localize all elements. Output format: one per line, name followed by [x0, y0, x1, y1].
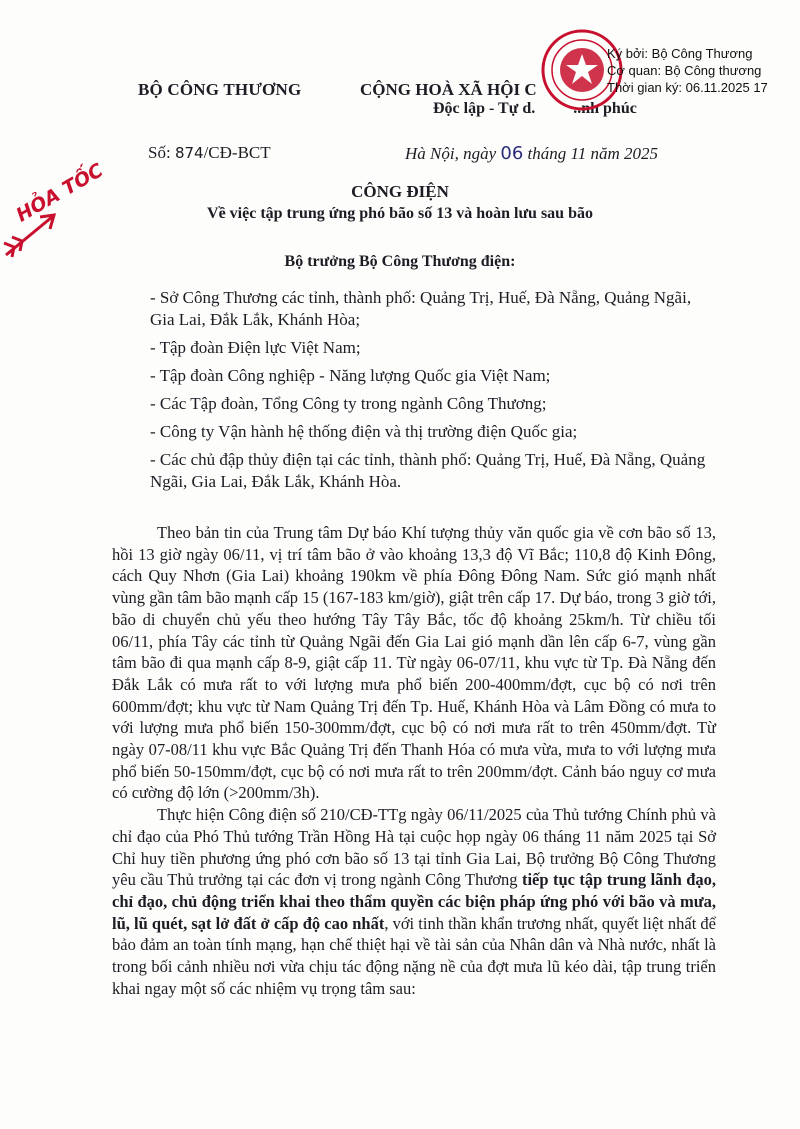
signature-signer: Ký bởi: Bộ Công Thương	[607, 46, 753, 61]
recipient-list	[150, 287, 710, 493]
date-day: 06	[500, 143, 524, 164]
urgent-stamp: HỎA TỐC	[12, 159, 108, 227]
date-rest: tháng 11 năm 2025	[527, 144, 659, 163]
digital-signature	[607, 45, 768, 96]
motto-part-a: Độc lập - Tự d.	[433, 100, 536, 117]
paragraph-2-emphasis: tiếp tục tập trung lãnh đạo, chỉ đạo, chủ động triển khai theo thẩm quyền các biện pháp ứng phó với bão và mưa, lũ, lũ quét, sạt lở đất ở cấp độ cao nhất	[112, 870, 716, 933]
document-date	[405, 143, 658, 164]
document-body	[112, 522, 716, 999]
signature-agency: Cơ quan: Bộ Công thương	[607, 63, 762, 78]
document-subject: Về việc tập trung ứng phó bão số 13 và hoàn lưu sau bão	[207, 205, 593, 222]
recipient-item: - Tập đoàn Công nghiệp - Năng lượng Quốc gia Việt Nam;	[150, 366, 551, 385]
ministry-name: BỘ CÔNG THƯƠNG	[138, 80, 302, 99]
motto-part-b: ..nh phúc	[573, 100, 637, 117]
number-value: 874	[174, 144, 204, 162]
paragraph-2-conclusion: , với tinh thần khẩn trương nhất, quyết liệt nhất để bảo đảm an toàn tính mạng, hạn chế thiệt hại về tài sản của Nhân dân và Nhà nước, nhất là trong bối cảnh nhiều nơi vừa chịu tác động nặng nề của đợt mưa lũ kéo dài, tập trung triển khai ngay một số các nhiệm vụ trọng tâm sau:	[112, 913, 716, 998]
recipient-item: - Công ty Vận hành hệ thống điện và thị trường điện Quốc gia;	[150, 422, 578, 441]
signature-time: Thời gian ký: 06.11.2025 17	[607, 80, 768, 95]
addressor-line: Bộ trưởng Bộ Công Thương điện:	[284, 253, 516, 270]
recipient-item: - Các chủ đập thủy điện tại các tỉnh, thành phố: Quảng Trị, Huế, Đà Nẵng, Quảng Ngãi, Gia Lai, Đắk Lắk, Khánh Hòa.	[150, 450, 706, 491]
number-suffix: /CĐ-BCT	[203, 143, 271, 162]
recipient-item: - Các Tập đoàn, Tổng Công ty trong ngành Công Thương;	[150, 394, 547, 413]
date-prefix: Hà Nội, ngày	[405, 144, 497, 163]
number-prefix: Số:	[148, 143, 171, 162]
body-paragraph-1: Theo bản tin của Trung tâm Dự báo Khí tượng thủy văn quốc gia về cơn bão số 13, hồi 13 giờ ngày 06/11, vị trí tâm bão ở vào khoảng 13,3 độ Vĩ Bắc; 110,8 độ Kinh Đông, cách Quy Nhơn (Gia Lai) khoảng 190km về phía Đông Đông Nam. Sức gió mạnh nhất vùng gần tâm bão mạnh cấp 15 (167-183 km/giờ), giật trên cấp 17. Dự báo, trong 3 giờ tới, bão di chuyển chủ yếu theo hướng Tây Tây Bắc, tốc độ khoảng 25km/h. Từ chiều tối 06/11, phía Tây các tỉnh từ Quảng Ngãi đến Gia Lai gió mạnh dần lên cấp 6-7, vùng gần tâm bão đi qua mạnh cấp 8-9, giật cấp 11. Từ ngày 06-07/11, khu vực từ Tp. Đà Nẵng đến Đắk Lắk có mưa rất to với lượng mưa phổ biến 200-400mm/đợt, cục bộ có nơi trên 600mm/đợt; khu vực từ Nam Quảng Trị đến Tp. Huế, Khánh Hòa và Lâm Đồng có mưa to với lượng mưa phổ biến 150-300mm/đợt, cục bộ có nơi mưa rất to trên 450mm/đợt. Từ ngày 07-08/11 khu vực Bắc Quảng Trị đến Thanh Hóa có mưa vừa, mưa to với lượng mưa phổ biến 50-150mm/đợt, cục bộ có nơi mưa rất to trên 200mm/đợt. Cảnh báo nguy cơ mưa có cường độ lớn (>200mm/3h).	[112, 523, 716, 803]
paragraph-2-intro: Thực hiện Công điện số 210/CĐ-TTg ngày 06/11/2025 của Thủ tướng Chính phủ và chỉ đạo của Phó Thủ tướng Trần Hồng Hà tại cuộc họp ngày 06 tháng 11 năm 2025 tại Sở Chỉ huy tiền phương ứng phó cơn bão số 13 tại tỉnh Gia Lai, Bộ trưởng Bộ Công Thương yêu cầu Thủ trưởng tại các đơn vị trong ngành Công Thương	[112, 805, 716, 890]
recipient-item: - Tập đoàn Điện lực Việt Nam;	[150, 338, 361, 357]
document-type: CÔNG ĐIỆN	[351, 182, 449, 201]
document-number	[148, 143, 271, 163]
body-paragraph-2	[112, 804, 716, 999]
country-name: CỘNG HOÀ XÃ HỘI C	[360, 80, 537, 99]
recipient-item: - Sở Công Thương các tỉnh, thành phố: Quảng Trị, Huế, Đà Nẵng, Quảng Ngãi, Gia Lai, Đắk Lắk, Khánh Hòa;	[150, 288, 692, 329]
